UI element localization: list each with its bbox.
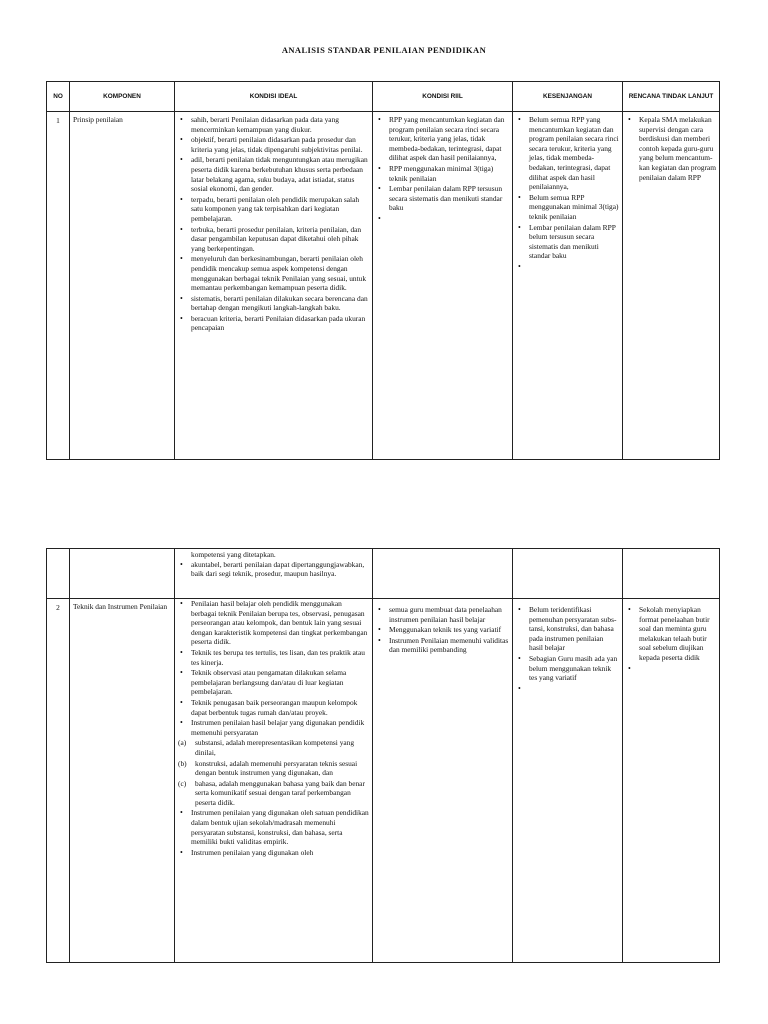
list-item: • objektif, berarti penilaian didasarkan pada prosedur dan kriteria yang jelas, tidak dipengaruhi subjektivitas penilai. <box>191 135 369 154</box>
list-item: • sistematis, berarti penilaian dilakukan secara berencana dan bertahap dengan mengikuti langkah-langkah baku. <box>191 294 369 313</box>
list-item <box>389 214 509 224</box>
row-number: 1 <box>47 112 70 460</box>
kondisi-ideal-cell <box>175 599 373 963</box>
list-item: • terbuka, berarti prosedur penilaian, kriteria penilaian, dan dasar pengambilan keputusan dapat diketahui oleh pihak yang berkepentingan. <box>191 225 369 254</box>
list-item: • Belum semua RPP menggunakan minimal 3(tiga) teknik penilaian <box>529 193 619 222</box>
analysis-table-page2 <box>46 548 720 963</box>
list-item: • Instrumen penilaian yang digunakan oleh satuan pendidikan dalam bentuk ujian sekolah/madrasah memenuhi persyaratan substansi, konstruksi, dan bahasa, serta memiliki bukti validitas empirik. <box>191 808 369 846</box>
komponen-cell <box>70 549 175 599</box>
list-item: • Penilaian hasil belajar oleh pendidik menggunakan berbagai teknik Penilaian berupa tes, observasi, penugasan perseorangan atau kelompok, dan bentuk lain yang sesuai dengan karakteristik kompetensi dan tingkat perkembangan peserta didik. <box>191 599 369 647</box>
header-no: NO <box>47 82 70 112</box>
sub-list-label: (b) <box>178 758 187 768</box>
komponen-cell: Teknik dan Instrumen Penilaian <box>70 599 175 963</box>
table-row <box>47 599 720 963</box>
list-item: • beracuan kriteria, berarti Penilaian didasarkan pada ukuran pencapaian <box>191 314 369 333</box>
table-row-continued <box>47 549 720 599</box>
table-header-row <box>47 82 720 112</box>
header-kondisi-ideal: KONDISI IDEAL <box>175 82 373 112</box>
header-komponen: KOMPONEN <box>70 82 175 112</box>
sub-list-text: substansi, adalah merepresentasikan kompetensi yang dinilai, <box>195 738 355 757</box>
list-item: • menyeluruh dan berkesinambungan, berarti penilaian oleh pendidik mencakup semua aspek kompetensi dengan menggunakan berbagai teknik Penilaian yang sesuai, untuk memantau perkembangan kemampuan peserta didik. <box>191 254 369 292</box>
list-item: • Menggunakan teknik tes yang variatif <box>389 625 509 635</box>
document-title: ANALISIS STANDAR PENILAIAN PENDIDIKAN <box>281 45 487 55</box>
kondisi-ideal-cell <box>175 112 373 460</box>
list-item: • Instrumen penilaian hasil belajar yang digunakan pendidik memenuhi persyaratan <box>191 718 369 737</box>
sub-list-label: (c) <box>178 778 187 788</box>
kondisi-ideal-cell <box>175 549 373 599</box>
list-item <box>529 262 619 272</box>
rencana-cell <box>623 549 720 599</box>
list-item: • RPP yang mencantumkan kegiatan dan program penilaian secara rinci secara terukur, kriteria yang jelas, tidak membeda-bedakan, terintegrasi, dapat dilihat aspek dan hasil penilaiannya, <box>389 115 509 163</box>
kondisi-riil-cell <box>373 549 513 599</box>
sub-list-item <box>178 758 369 778</box>
kesenjangan-cell <box>513 599 623 963</box>
kondisi-riil-cell <box>373 599 513 963</box>
sub-list-item <box>178 738 369 757</box>
sub-list-text: konstruksi, adalah memenuhi persyaratan teknis sesuai dengan bentuk instrumen yang digunakan, dan <box>195 758 358 778</box>
list-item <box>639 664 716 674</box>
rencana-cell <box>623 599 720 963</box>
list-item: • Lembar penilaian dalam RPP belum tersusun secara sistematis dan menikuti standar baku <box>529 223 619 261</box>
sub-list-label: (a) <box>178 738 187 748</box>
header-kesenjangan: KESENJANGAN <box>513 82 623 112</box>
list-item: • semua guru membuat data penelaahan instrumen penilaian hasil belajar <box>389 605 509 624</box>
komponen-cell: Prinsip penilaian <box>70 112 175 460</box>
list-item: • Sebagian Guru masih ada yan belum menggunakan teknik tes yang variatif <box>529 654 619 683</box>
list-item: • Teknik tes berupa tes tertulis, tes lisan, dan tes praktik atau tes kinerja. <box>191 648 369 667</box>
list-item: • terpadu, berarti penilaian oleh pendidik merupakan salah satu komponen yang tak terpisahkan dari kegiatan pembelajaran. <box>191 195 369 224</box>
kondisi-riil-cell <box>373 112 513 460</box>
list-item: • adil, berarti penilaian tidak menguntungkan atau merugikan peserta didik karena berkebutuhan khusus serta perbedaan latar belakang agama, suku budaya, adat istiadat, status sosial ekonomi, dan gender. <box>191 155 369 193</box>
analysis-table-page1 <box>46 81 720 460</box>
row-number: 2 <box>47 599 70 963</box>
header-rencana-tindak-lanjut: RENCANA TINDAK LANJUT <box>623 82 720 112</box>
row-number <box>47 549 70 599</box>
sub-list-text: bahasa, adalah menggunakan bahasa yang baik dan benar serta komunikatif sesuai dengan taraf perkembangan peserta didik. <box>195 778 365 807</box>
list-item: • akuntabel, berarti penilaian dapat dipertanggungjawabkan, baik dari segi teknik, prosedur, maupun hasilnya. <box>191 560 369 579</box>
list-item: • Belum semua RPP yang mencantumkan kegiatan dan program penilaian secara rinci secara terukur, kriteria yang jelas, tidak membeda-bedakan, terintegrasi, dapat dilihat aspek dan hasil penilaiannya, <box>529 115 619 192</box>
kesenjangan-cell <box>513 549 623 599</box>
list-item: • Instrumen Penilaian memenuhi validitas dan memiliki pembanding <box>389 636 509 655</box>
list-item: • Belum teridentifikasi pemenuhan persyaratan subs-tansi, konstruksi, dan bahasa pada instrumen penilaian hasil belajar <box>529 605 619 653</box>
continued-text: kompetensi yang ditetapkan. <box>191 550 276 559</box>
list-item: • Sekolah menyiapkan format penelaahan butir soal dan meminta guru melakukan telaah butir soal sebelum diujikan kepada peserta didik <box>639 605 716 663</box>
rencana-cell <box>623 112 720 460</box>
sub-list-item <box>178 778 369 808</box>
list-item: • Kepala SMA melakukan supervisi dengan cara berdiskusi dan memberi contoh kepada guru-guru yang belum mencantum-kan kegiatan dan program penilaian dalam RPP <box>639 115 716 182</box>
list-item: • Lembar penilaian dalam RPP tersusun secara sistematis dan menikuti standar baku <box>389 184 509 213</box>
list-item: • Instrumen penilaian yang digunakan oleh <box>191 848 369 858</box>
list-item <box>529 684 619 694</box>
list-item: • sahih, berarti Penilaian didasarkan pada data yang mencerminkan kemampuan yang diukur. <box>191 115 369 134</box>
list-item: • Teknik penugasan baik perseorangan maupun kelompok dapat berbentuk tugas rumah dan/atau proyek. <box>191 698 369 717</box>
header-kondisi-riil: KONDISI RIIL <box>373 82 513 112</box>
table-row <box>47 112 720 460</box>
list-item: • Teknik observasi atau pengamatan dilakukan selama pembelajaran berlangsung dan/atau di luar kegiatan pembelajaran. <box>191 668 369 697</box>
list-item: • RPP menggunakan minimal 3(tiga) teknik penilaian <box>389 164 509 183</box>
kesenjangan-cell <box>513 112 623 460</box>
